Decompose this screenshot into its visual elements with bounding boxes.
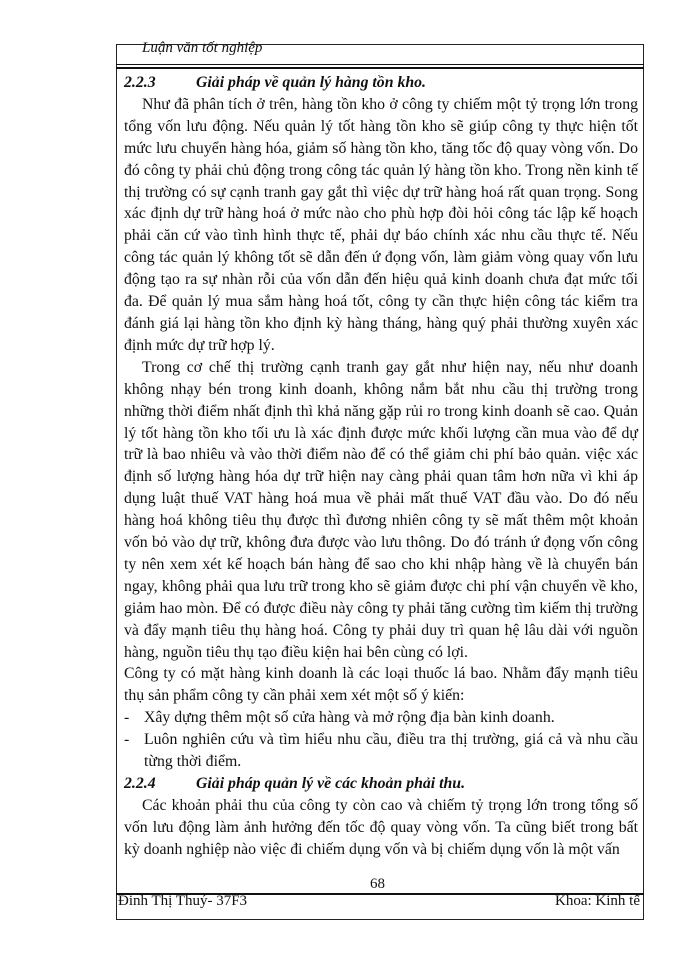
paragraph: Các khoản phải thu của công ty còn cao và chiếm tỷ trọng lớn trong tổng số vốn lưu động làm ảnh hưởng đến tốc độ quay vòng vốn. Ta cũng biết trong bất kỳ doanh nghiệp nào việc đi chiếm dụng vốn và bị chiếm dụng vốn là một vấn [124, 796, 638, 858]
section-heading-2-2-3 [124, 72, 638, 94]
section-number: 2.2.3 [124, 74, 156, 91]
section-title: Giải pháp quản lý về các khoản phải thu. [196, 775, 466, 792]
section-title: Giải pháp về quản lý hàng tồn kho. [196, 74, 426, 91]
paragraph: Trong cơ chế thị trường cạnh tranh gay gắt như hiện nay, nếu như doanh không nhạy bén trong kinh doanh, không nắm bắt nhu cầu thị trường trong những thời điểm nhất định thì khả năng gặp rủi ro trong kinh doanh sẽ cao. Quản lý tốt hàng tồn kho tối ưu là xác định được mức khối lượng cần mua vào để dự trữ là bao nhiêu và vào thời điểm nào để có thể giảm chi phí bảo quản. việc xác định số lượng hàng hóa dự trữ hiện nay càng phải quan tâm hơn nữa vì khi áp dụng luật thuế VAT hàng hoá mua về phải mất thuế VAT đầu vào. Do đó nếu hàng hoá không tiêu thụ được thì đương nhiên công ty sẽ mất thêm một khoản vốn bỏ vào dự trữ, không đưa được vào lưu thông. Do đó tránh ứ đọng vốn công ty nên xem xét kế hoạch bán hàng để sao cho khi nhập hàng về là chuyển bán ngay, không phải qua lưu trữ trong kho sẽ giảm được chi phí vận chuyển về kho, giảm hao mòn. Để có được điều này công ty phải tăng cường tìm kiếm thị trường và đẩy mạnh tiêu thụ hàng hoá. Công ty phải duy trì quan hệ lâu dài với nguồn hàng, nguồn tiêu thụ tạo điều kiện hai bên cùng có lợi. [124, 358, 638, 661]
document-body [124, 72, 638, 861]
section-number: 2.2.4 [124, 775, 156, 792]
footer-author: Đinh Thị Thuý- 37F3 [118, 893, 248, 909]
paragraph: Công ty có mặt hàng kinh doanh là các loại thuốc lá bao. Nhằm đẩy mạnh tiêu thụ sản phẩm công ty cần phải xem xét một số ý kiến: [124, 665, 638, 705]
page-number: 68 [370, 876, 385, 892]
header-rule-thick [116, 67, 644, 69]
list-item [124, 707, 638, 729]
bullet-dash: - [124, 709, 130, 727]
footer-faculty: Khoa: Kinh tế [555, 893, 640, 909]
bullet-dash: - [124, 731, 130, 749]
section-heading-2-2-4 [124, 773, 638, 795]
list-item-text: Xây dựng thêm một số cửa hàng và mở rộng địa bàn kinh doanh. [144, 709, 555, 727]
paragraph: Như đã phân tích ở trên, hàng tồn kho ở công ty chiếm một tỷ trọng lớn trong tổng vốn lưu động. Nếu quản lý tốt hàng tồn kho sẽ giúp công ty thực hiện tốt mức lưu chuyển hàng hóa, giảm số hàng tồn kho, tăng tốc độ quay vòng vốn. Do đó công ty phải chủ động trong công tác quản lý hàng tồn kho. Trong nền kinh tế thị trường có sự cạnh tranh gay gắt thì việc dự trữ hàng hoá rất quan trọng. Song xác định dự trữ hàng hoá ở mức nào cho phù hợp đòi hỏi công tác lập kế hoạch phải căn cứ vào tình hình thực tế, phải dự báo chính xác nhu cầu thực tế. Nếu công tác quản lý không tốt sẽ dẫn đến ứ đọng vốn, làm giảm vòng quay vốn lưu động tạo ra sự nhàn rỗi của vốn dẫn đến hiệu quả kinh doanh chưa đạt mức tối đa. Để quản lý mua sắm hàng hoá tốt, công ty cần thực hiện công tác kiểm tra đánh giá lại hàng tồn kho định kỳ hàng tháng, hàng quý phải thường xuyên xác định mức dự trữ hợp lý. [124, 95, 638, 354]
list-item-text: Luôn nghiên cứu và tìm hiểu nhu cầu, điều tra thị trường, giá cả và nhu cầu từng thời điểm. [144, 731, 638, 771]
list-item [124, 729, 638, 773]
header-rule [116, 64, 644, 65]
page-header-title: Luận văn tốt nghiệp [142, 40, 263, 56]
